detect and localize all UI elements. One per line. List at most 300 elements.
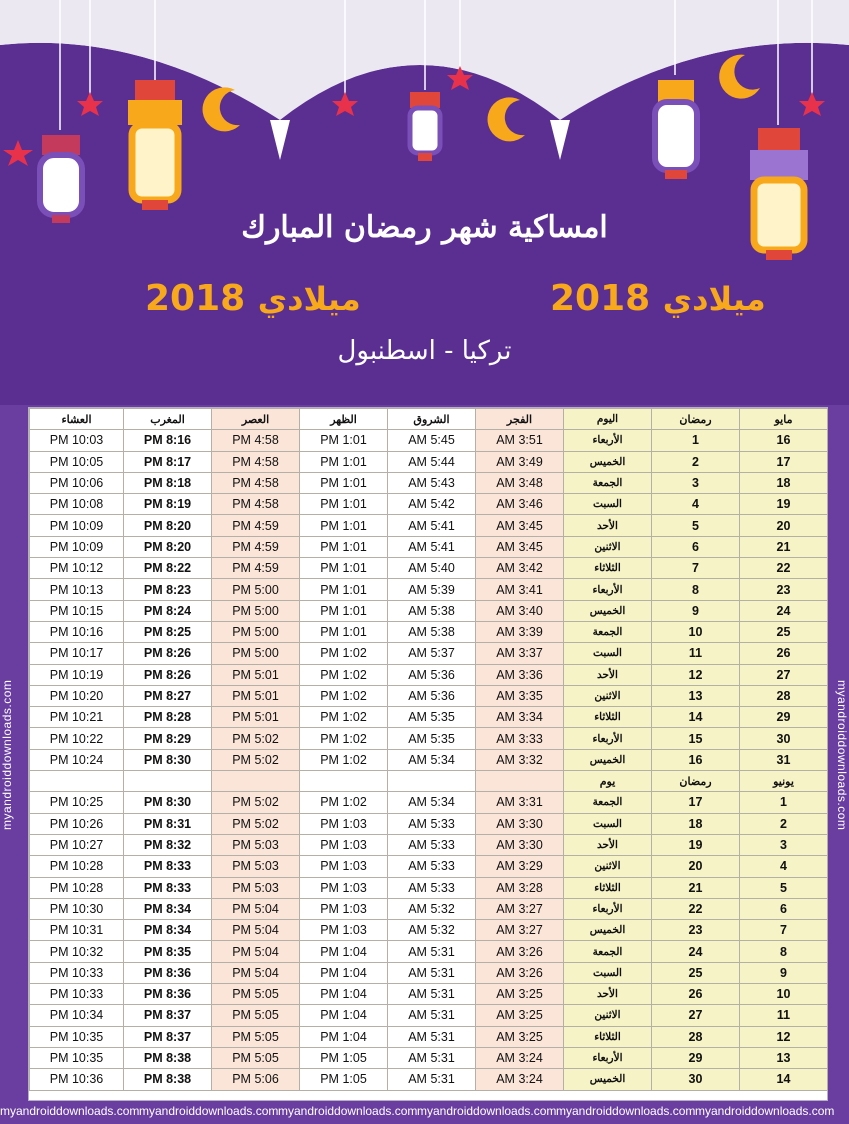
cell-asr: 5:02 PM [212,813,300,834]
cell-ramadan: 1 [652,430,740,451]
cell-dhuhr: 1:04 PM [300,1026,388,1047]
cell-isha: 10:35 PM [30,1026,124,1047]
cell-sunrise: 5:33 AM [388,813,476,834]
cell-maghrib: 8:24 PM [124,600,212,621]
cell-dhuhr: 1:05 PM [300,1047,388,1068]
cell-ramadan: 13 [652,685,740,706]
cell-fajr: 3:41 AM [476,579,564,600]
june-day-label: يوم [564,771,652,792]
table-row [30,1026,828,1047]
table-row [30,664,828,685]
cell-sunrise: 5:42 AM [388,494,476,515]
cell-isha: 10:12 PM [30,558,124,579]
lantern-icon [655,80,697,179]
cell-gregorian: 9 [740,962,828,983]
cell-gregorian: 7 [740,920,828,941]
cell-day: الثلاثاء [564,558,652,579]
cell-maghrib: 8:36 PM [124,984,212,1005]
cell-sunrise: 5:35 AM [388,707,476,728]
cell-dhuhr: 1:03 PM [300,877,388,898]
cell-isha: 10:15 PM [30,600,124,621]
cell-asr: 4:58 PM [212,472,300,493]
cell-maghrib: 8:22 PM [124,558,212,579]
cell-asr: 5:00 PM [212,579,300,600]
cell-ramadan: 27 [652,1005,740,1026]
cell-ramadan: 5 [652,515,740,536]
cell-asr: 4:59 PM [212,536,300,557]
cell-isha: 10:16 PM [30,621,124,642]
year-gregorian-left [145,278,361,319]
cell-sunrise: 5:31 AM [388,941,476,962]
cell-asr: 5:00 PM [212,621,300,642]
cell-asr: 5:05 PM [212,1047,300,1068]
cell-sunrise: 5:37 AM [388,643,476,664]
year-gregorian-right [550,278,766,319]
year-number: 2018 [145,278,246,319]
cell-maghrib: 8:34 PM [124,920,212,941]
cell-sunrise: 5:31 AM [388,1005,476,1026]
table-row [30,536,828,557]
cell-fajr: 3:27 AM [476,920,564,941]
cell-ramadan: 18 [652,813,740,834]
cell-sunrise: 5:43 AM [388,472,476,493]
table-row [30,451,828,472]
cell-day: الأربعاء [564,898,652,919]
cell-asr: 4:59 PM [212,515,300,536]
watermark-left: myandroiddownloads.com [0,679,14,831]
cell-ramadan: 17 [652,792,740,813]
cell-fajr: 3:27 AM [476,898,564,919]
table-body-may [30,430,828,771]
cell-isha: 10:13 PM [30,579,124,600]
cell-fajr: 3:26 AM [476,962,564,983]
cell-maghrib: 8:36 PM [124,962,212,983]
empty-cell [212,771,300,792]
cell-gregorian: 23 [740,579,828,600]
empty-cell [30,771,124,792]
cell-day: الأحد [564,834,652,855]
cell-dhuhr: 1:01 PM [300,472,388,493]
cell-isha: 10:34 PM [30,1005,124,1026]
cell-fajr: 3:25 AM [476,1026,564,1047]
cell-ramadan: 7 [652,558,740,579]
cell-gregorian: 3 [740,834,828,855]
cell-day: الجمعة [564,472,652,493]
cell-dhuhr: 1:03 PM [300,898,388,919]
cell-ramadan: 4 [652,494,740,515]
cell-day: السبت [564,962,652,983]
cell-isha: 10:28 PM [30,877,124,898]
cell-isha: 10:08 PM [30,494,124,515]
cell-dhuhr: 1:05 PM [300,1069,388,1090]
empty-cell [124,771,212,792]
cell-maghrib: 8:18 PM [124,472,212,493]
table-row [30,1069,828,1090]
cell-dhuhr: 1:04 PM [300,984,388,1005]
cell-fajr: 3:30 AM [476,813,564,834]
cell-fajr: 3:34 AM [476,707,564,728]
cell-dhuhr: 1:04 PM [300,962,388,983]
cell-isha: 10:32 PM [30,941,124,962]
cell-gregorian: 6 [740,898,828,919]
cell-sunrise: 5:36 AM [388,685,476,706]
cell-sunrise: 5:39 AM [388,579,476,600]
cell-fajr: 3:26 AM [476,941,564,962]
table-row [30,920,828,941]
table-row [30,898,828,919]
cell-dhuhr: 1:01 PM [300,515,388,536]
cell-day: الثلاثاء [564,877,652,898]
watermark-footer: myandroiddownloads.commyandroiddownloads.commyandroiddownloads.commyandroiddownloads.commyandroiddownloads.commyandroiddownloads.com [0,1104,835,1118]
cell-fajr: 3:31 AM [476,792,564,813]
cell-maghrib: 8:26 PM [124,664,212,685]
cell-isha: 10:17 PM [30,643,124,664]
cell-dhuhr: 1:04 PM [300,1005,388,1026]
cell-day: السبت [564,643,652,664]
june-gregorian-label: يونيو [740,771,828,792]
cell-maghrib: 8:30 PM [124,792,212,813]
cell-maghrib: 8:16 PM [124,430,212,451]
cell-dhuhr: 1:01 PM [300,536,388,557]
cell-gregorian: 14 [740,1069,828,1090]
cell-gregorian: 21 [740,536,828,557]
cell-sunrise: 5:32 AM [388,920,476,941]
cell-fajr: 3:39 AM [476,621,564,642]
year-suffix: ميلادي [662,280,766,318]
table-row [30,494,828,515]
col-fajr: الفجر [476,409,564,430]
cell-ramadan: 15 [652,728,740,749]
cell-dhuhr: 1:01 PM [300,494,388,515]
cell-day: الخميس [564,600,652,621]
cell-day: الجمعة [564,941,652,962]
cell-ramadan: 29 [652,1047,740,1068]
cell-gregorian: 26 [740,643,828,664]
cell-dhuhr: 1:01 PM [300,600,388,621]
cell-gregorian: 10 [740,984,828,1005]
cell-gregorian: 20 [740,515,828,536]
cell-asr: 5:00 PM [212,600,300,621]
cell-day: الخميس [564,1069,652,1090]
table-row [30,834,828,855]
table-row [30,685,828,706]
cell-fajr: 3:45 AM [476,515,564,536]
cell-dhuhr: 1:03 PM [300,856,388,877]
table-row [30,856,828,877]
cell-gregorian: 31 [740,749,828,770]
cell-gregorian: 5 [740,877,828,898]
cell-fajr: 3:32 AM [476,749,564,770]
cell-ramadan: 14 [652,707,740,728]
cell-day: الأربعاء [564,579,652,600]
page-title: امساكية شهر رمضان المبارك [241,210,608,245]
cell-gregorian: 24 [740,600,828,621]
cell-isha: 10:30 PM [30,898,124,919]
cell-maghrib: 8:33 PM [124,877,212,898]
cell-gregorian: 18 [740,472,828,493]
cell-isha: 10:26 PM [30,813,124,834]
cell-maghrib: 8:34 PM [124,898,212,919]
cell-day: الجمعة [564,792,652,813]
cell-asr: 5:02 PM [212,792,300,813]
cell-maghrib: 8:25 PM [124,621,212,642]
cell-fajr: 3:42 AM [476,558,564,579]
cell-sunrise: 5:31 AM [388,984,476,1005]
lantern-icon [410,92,440,161]
cell-ramadan: 26 [652,984,740,1005]
cell-gregorian: 22 [740,558,828,579]
empty-cell [476,771,564,792]
cell-fajr: 3:37 AM [476,643,564,664]
table-row [30,749,828,770]
table-row [30,984,828,1005]
cell-sunrise: 5:34 AM [388,792,476,813]
cell-isha: 10:09 PM [30,515,124,536]
cell-ramadan: 24 [652,941,740,962]
cell-maghrib: 8:38 PM [124,1069,212,1090]
cell-isha: 10:19 PM [30,664,124,685]
table-row [30,515,828,536]
cell-dhuhr: 1:04 PM [300,941,388,962]
cell-gregorian: 2 [740,813,828,834]
cell-maghrib: 8:33 PM [124,856,212,877]
cell-sunrise: 5:38 AM [388,600,476,621]
cell-fajr: 3:24 AM [476,1047,564,1068]
june-ramadan-label: رمضان [652,771,740,792]
june-header-row [30,771,828,792]
cell-asr: 5:03 PM [212,834,300,855]
cell-asr: 5:04 PM [212,898,300,919]
cell-sunrise: 5:33 AM [388,834,476,855]
cell-sunrise: 5:32 AM [388,898,476,919]
cell-isha: 10:33 PM [30,962,124,983]
cell-asr: 5:05 PM [212,1026,300,1047]
prayer-times-table-container [28,407,828,1101]
empty-cell [300,771,388,792]
cell-gregorian: 25 [740,621,828,642]
cell-ramadan: 20 [652,856,740,877]
cell-ramadan: 25 [652,962,740,983]
table-row [30,877,828,898]
cell-maghrib: 8:35 PM [124,941,212,962]
col-gregorian: مايو [740,409,828,430]
cell-asr: 5:06 PM [212,1069,300,1090]
cell-asr: 5:01 PM [212,707,300,728]
cell-asr: 5:01 PM [212,685,300,706]
cell-asr: 5:05 PM [212,984,300,1005]
cell-day: الأربعاء [564,430,652,451]
table-row [30,962,828,983]
cell-isha: 10:36 PM [30,1069,124,1090]
cell-gregorian: 8 [740,941,828,962]
cell-dhuhr: 1:02 PM [300,664,388,685]
year-number: 2018 [550,278,651,319]
table-header-row [30,409,828,430]
cell-day: الأحد [564,515,652,536]
cell-isha: 10:25 PM [30,792,124,813]
cell-fajr: 3:36 AM [476,664,564,685]
table-row [30,472,828,493]
cell-fajr: 3:46 AM [476,494,564,515]
cell-asr: 5:04 PM [212,962,300,983]
cell-day: الأربعاء [564,1047,652,1068]
cell-fajr: 3:49 AM [476,451,564,472]
cell-fajr: 3:51 AM [476,430,564,451]
cell-fajr: 3:25 AM [476,984,564,1005]
cell-isha: 10:05 PM [30,451,124,472]
cell-isha: 10:22 PM [30,728,124,749]
cell-sunrise: 5:31 AM [388,1069,476,1090]
cell-maghrib: 8:23 PM [124,579,212,600]
cell-dhuhr: 1:01 PM [300,621,388,642]
col-asr: العصر [212,409,300,430]
col-dhuhr: الظهر [300,409,388,430]
cell-ramadan: 2 [652,451,740,472]
table-row [30,430,828,451]
cell-fajr: 3:33 AM [476,728,564,749]
cell-sunrise: 5:41 AM [388,515,476,536]
cell-ramadan: 30 [652,1069,740,1090]
col-sunrise: الشروق [388,409,476,430]
cell-maghrib: 8:31 PM [124,813,212,834]
cell-day: الثلاثاء [564,1026,652,1047]
col-maghrib: المغرب [124,409,212,430]
cell-day: الأحد [564,984,652,1005]
table-body-june-header [30,771,828,792]
cell-gregorian: 29 [740,707,828,728]
cell-fajr: 3:29 AM [476,856,564,877]
cell-day: الخميس [564,749,652,770]
cell-dhuhr: 1:01 PM [300,430,388,451]
cell-isha: 10:24 PM [30,749,124,770]
cell-fajr: 3:48 AM [476,472,564,493]
cell-asr: 5:02 PM [212,728,300,749]
cell-sunrise: 5:33 AM [388,877,476,898]
col-ramadan: رمضان [652,409,740,430]
cell-fajr: 3:30 AM [476,834,564,855]
cell-dhuhr: 1:03 PM [300,920,388,941]
prayer-times-table [29,408,828,1091]
cell-maghrib: 8:17 PM [124,451,212,472]
cell-maghrib: 8:30 PM [124,749,212,770]
table-row [30,621,828,642]
col-day: اليوم [564,409,652,430]
cell-asr: 5:05 PM [212,1005,300,1026]
cell-day: الاثنين [564,1005,652,1026]
cell-maghrib: 8:29 PM [124,728,212,749]
cell-asr: 5:03 PM [212,877,300,898]
cell-gregorian: 1 [740,792,828,813]
cell-dhuhr: 1:01 PM [300,558,388,579]
table-row [30,707,828,728]
cell-asr: 5:04 PM [212,920,300,941]
lantern-icon [128,80,182,210]
cell-fajr: 3:40 AM [476,600,564,621]
cell-sunrise: 5:31 AM [388,1026,476,1047]
cell-day: السبت [564,813,652,834]
col-isha: العشاء [30,409,124,430]
cell-gregorian: 27 [740,664,828,685]
cell-isha: 10:35 PM [30,1047,124,1068]
cell-ramadan: 16 [652,749,740,770]
table-row [30,1005,828,1026]
cell-gregorian: 12 [740,1026,828,1047]
cell-isha: 10:28 PM [30,856,124,877]
table-row [30,643,828,664]
cell-asr: 5:00 PM [212,643,300,664]
cell-day: الأحد [564,664,652,685]
cell-isha: 10:20 PM [30,685,124,706]
table-body-june [30,792,828,1090]
cell-ramadan: 9 [652,600,740,621]
cell-dhuhr: 1:02 PM [300,707,388,728]
cell-ramadan: 8 [652,579,740,600]
cell-gregorian: 17 [740,451,828,472]
cell-ramadan: 28 [652,1026,740,1047]
cell-maghrib: 8:32 PM [124,834,212,855]
table-row [30,1047,828,1068]
cell-asr: 5:02 PM [212,749,300,770]
cell-sunrise: 5:34 AM [388,749,476,770]
cell-sunrise: 5:44 AM [388,451,476,472]
cell-isha: 10:31 PM [30,920,124,941]
cell-maghrib: 8:37 PM [124,1026,212,1047]
cell-ramadan: 6 [652,536,740,557]
cell-gregorian: 28 [740,685,828,706]
header-banner [0,0,849,405]
table-row [30,792,828,813]
cell-ramadan: 21 [652,877,740,898]
cell-day: الاثنين [564,856,652,877]
cell-day: الجمعة [564,621,652,642]
cell-asr: 4:58 PM [212,451,300,472]
cell-maghrib: 8:38 PM [124,1047,212,1068]
cell-sunrise: 5:41 AM [388,536,476,557]
cell-day: الثلاثاء [564,707,652,728]
table-row [30,579,828,600]
cell-day: الاثنين [564,685,652,706]
cell-maghrib: 8:27 PM [124,685,212,706]
cell-dhuhr: 1:02 PM [300,643,388,664]
cell-maghrib: 8:20 PM [124,536,212,557]
cell-gregorian: 30 [740,728,828,749]
table-row [30,600,828,621]
cell-ramadan: 3 [652,472,740,493]
cell-fajr: 3:28 AM [476,877,564,898]
cell-asr: 5:04 PM [212,941,300,962]
cell-fajr: 3:25 AM [476,1005,564,1026]
location-label: تركيا - اسطنبول [337,336,512,366]
cell-sunrise: 5:31 AM [388,1047,476,1068]
cell-asr: 4:58 PM [212,494,300,515]
table-row [30,728,828,749]
cell-day: الأربعاء [564,728,652,749]
cell-dhuhr: 1:02 PM [300,728,388,749]
cell-day: الخميس [564,451,652,472]
cell-gregorian: 13 [740,1047,828,1068]
cell-asr: 5:03 PM [212,856,300,877]
cell-ramadan: 22 [652,898,740,919]
year-suffix: ميلادي [257,280,361,318]
cell-sunrise: 5:33 AM [388,856,476,877]
watermark-right: myandroiddownloads.com [835,679,849,831]
cell-isha: 10:06 PM [30,472,124,493]
cell-isha: 10:21 PM [30,707,124,728]
cell-isha: 10:09 PM [30,536,124,557]
cell-gregorian: 4 [740,856,828,877]
cell-fajr: 3:45 AM [476,536,564,557]
cell-ramadan: 23 [652,920,740,941]
